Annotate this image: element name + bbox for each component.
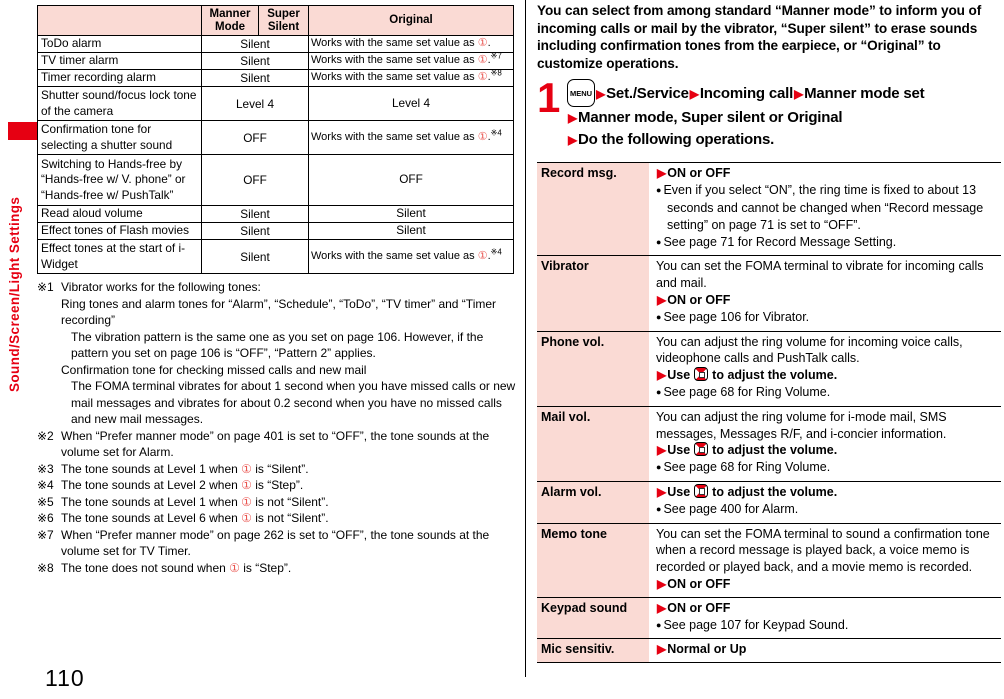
multi-directional-key-icon bbox=[694, 484, 708, 498]
arrow-icon: ▶ bbox=[657, 443, 667, 458]
arrow-icon: ▶ bbox=[657, 642, 667, 657]
arrow-icon: ▶ bbox=[596, 87, 606, 102]
circled-ref: ① bbox=[241, 494, 252, 509]
footnote-2: ※2 When “Prefer manner mode” on page 401 is set to “OFF”, the tone sounds at the volume set for Alarm. bbox=[37, 428, 490, 459]
multi-directional-key-icon bbox=[694, 442, 708, 456]
table-row: ToDo alarm Silent Works with the same set value as ①. bbox=[38, 36, 514, 53]
header-manner-mode: Manner Mode bbox=[202, 6, 259, 36]
circled-ref: ① bbox=[229, 560, 240, 575]
step-line-2: ▶Manner mode, Super silent or Original bbox=[568, 109, 843, 127]
setting-row-record-msg: Record msg. ▶ON or OFF ● Even if you select “ON”, the ring time is fixed to about 13 seconds and cannot be changed when “Record message setting” on page 71 is set to “OFF”. ● See page 71 for Record Message Setting. bbox=[537, 163, 1001, 256]
table-row: TV timer alarm Silent Works with the same set value as ①.$^{※7}$ bbox=[38, 53, 514, 70]
header-original: Original bbox=[309, 6, 514, 36]
footnote-7: ※7 When “Prefer manner mode” on page 262 is set to “OFF”, the tone sounds at the volume set for TV Timer. bbox=[37, 527, 490, 558]
arrow-icon: ▶ bbox=[657, 484, 667, 499]
setting-label: Vibrator bbox=[537, 256, 649, 330]
footnote-6: ※6 The tone sounds at Level 6 when ① is not “Silent”. bbox=[37, 511, 329, 525]
manner-mode-table bbox=[37, 5, 514, 274]
setting-label: Keypad sound bbox=[537, 598, 649, 639]
circled-ref: ① bbox=[477, 54, 488, 67]
setting-label: Record msg. bbox=[537, 163, 649, 255]
step-line-1: MENU ▶Set./Service▶Incoming call▶Manner mode set bbox=[567, 79, 924, 107]
menu-key-icon: MENU bbox=[567, 79, 595, 107]
table-row: Switching to Hands-free by “Hands-free w/ V. phone” or “Hands-free w/ PushTalk” OFF OFF bbox=[38, 155, 514, 206]
setting-row-vibrator: Vibrator You can set the FOMA terminal to vibrate for incoming calls and mail. ▶ON or OFF ● See page 106 for Vibrator. bbox=[537, 256, 1001, 331]
column-divider bbox=[525, 0, 526, 677]
arrow-icon: ▶ bbox=[568, 111, 578, 126]
footnote-3: ※3 The tone sounds at Level 1 when ① is “Silent”. bbox=[37, 461, 309, 476]
arrow-icon: ▶ bbox=[657, 576, 667, 591]
footnote-4: ※4 The tone sounds at Level 2 when ① is “Step”. bbox=[37, 478, 304, 492]
header-item bbox=[38, 6, 202, 36]
multi-directional-key-icon bbox=[694, 367, 708, 381]
step-line-3: ▶Do the following operations. bbox=[568, 131, 775, 149]
circled-ref: ① bbox=[477, 37, 488, 50]
table-header-row bbox=[38, 6, 514, 36]
setting-label: Phone vol. bbox=[537, 332, 649, 406]
arrow-icon: ▶ bbox=[657, 166, 667, 181]
table-row: Timer recording alarm Silent Works with the same set value as ①.$^{※8}$ bbox=[38, 70, 514, 87]
setting-label: Mail vol. bbox=[537, 407, 649, 481]
circled-ref: ① bbox=[241, 478, 252, 492]
table-row: Read aloud volume Silent Silent bbox=[38, 206, 514, 223]
setting-row-memo-tone: Memo tone You can set the FOMA terminal to sound a confirmation tone when a record message is played back, a voice memo is recorded or played back, and a movie memo is recorded. ▶ON or OFF bbox=[537, 524, 1001, 598]
step-1 bbox=[537, 74, 1001, 151]
setting-row-keypad-sound: Keypad sound ▶ON or OFF ● See page 107 for Keypad Sound. bbox=[537, 598, 1001, 640]
circled-ref: ① bbox=[477, 71, 488, 84]
page-number: 110 bbox=[45, 665, 85, 691]
manner-mode-table-section bbox=[37, 5, 514, 274]
circled-ref: ① bbox=[241, 461, 252, 476]
step-number: 1 bbox=[537, 74, 561, 122]
manner-mode-set-section bbox=[537, 2, 1001, 663]
header-super-silent: Super Silent bbox=[259, 6, 309, 36]
footnote-8: ※8 The tone does not sound when ① is “Step”. bbox=[37, 560, 292, 575]
chapter-label: Sound/Screen/Light Settings bbox=[7, 196, 22, 392]
circled-ref: ① bbox=[241, 511, 252, 525]
table-row: Confirmation tone for selecting a shutter sound OFF Works with the same set value as ①.$^{※4}$ bbox=[38, 121, 514, 155]
arrow-icon: ▶ bbox=[794, 87, 804, 102]
arrow-icon: ▶ bbox=[568, 133, 578, 148]
setting-row-mic-sensitiv: Mic sensitiv. ▶Normal or Up bbox=[537, 639, 1001, 663]
section-intro: You can select from among standard “Manner mode” to inform you of incoming calls or mail by the vibrator, “Super silent” to erase sounds including confirmation tones from the earpiece, or “Original” to customize operations. bbox=[537, 3, 982, 71]
arrow-icon: ▶ bbox=[689, 87, 699, 102]
settings-table bbox=[537, 162, 1001, 663]
footnote-5: ※5 The tone sounds at Level 1 when ① is not “Silent”. bbox=[37, 494, 329, 509]
circled-ref: ① bbox=[477, 249, 488, 262]
chapter-tab bbox=[8, 122, 37, 140]
footnote-1: ※1 Vibrator works for the following tones: Ring tones and alarm tones for “Alarm”, “Schedule”, “ToDo”, “TV timer” and “Timer recording” The vibration pattern is the same one as you set on page 106. However, if the pattern you set on page 106 is “OFF”, “Pattern 2” applies. Confirmation tone for checking missed calls and new mail The FOMA terminal vibrates for about 1 second when you have missed calls or new mail messages and vibrates for about 0.2 second when you have no missed calls and new mail messages. bbox=[37, 280, 516, 426]
setting-label: Memo tone bbox=[537, 524, 649, 597]
table-row: Effect tones at the start of i-Widget Silent Works with the same set value as ①.$^{※4}$ bbox=[38, 240, 514, 274]
table-row: Shutter sound/focus lock tone of the camera Level 4 Level 4 bbox=[38, 87, 514, 121]
setting-label: Alarm vol. bbox=[537, 482, 649, 523]
setting-row-mail-vol: Mail vol. You can adjust the ring volume for i-mode mail, SMS messages, Messages R/F, and i-concier information. ▶Use to adjust the volume. ● See page 68 for Ring Volume. bbox=[537, 407, 1001, 482]
setting-row-alarm-vol: Alarm vol. ▶Use to adjust the volume. ● See page 400 for Alarm. bbox=[537, 482, 1001, 524]
arrow-icon: ▶ bbox=[657, 292, 667, 307]
arrow-icon: ▶ bbox=[657, 600, 667, 615]
footnotes bbox=[37, 279, 516, 576]
table-row: Effect tones of Flash movies Silent Silent bbox=[38, 223, 514, 240]
step-instructions bbox=[567, 79, 924, 151]
setting-label: Mic sensitiv. bbox=[537, 639, 649, 662]
arrow-icon: ▶ bbox=[657, 368, 667, 383]
circled-ref: ① bbox=[477, 130, 488, 143]
setting-row-phone-vol: Phone vol. You can adjust the ring volume for incoming voice calls, videophone calls and PushTalk calls. ▶Use to adjust the volume. ● See page 68 for Ring Volume. bbox=[537, 332, 1001, 407]
